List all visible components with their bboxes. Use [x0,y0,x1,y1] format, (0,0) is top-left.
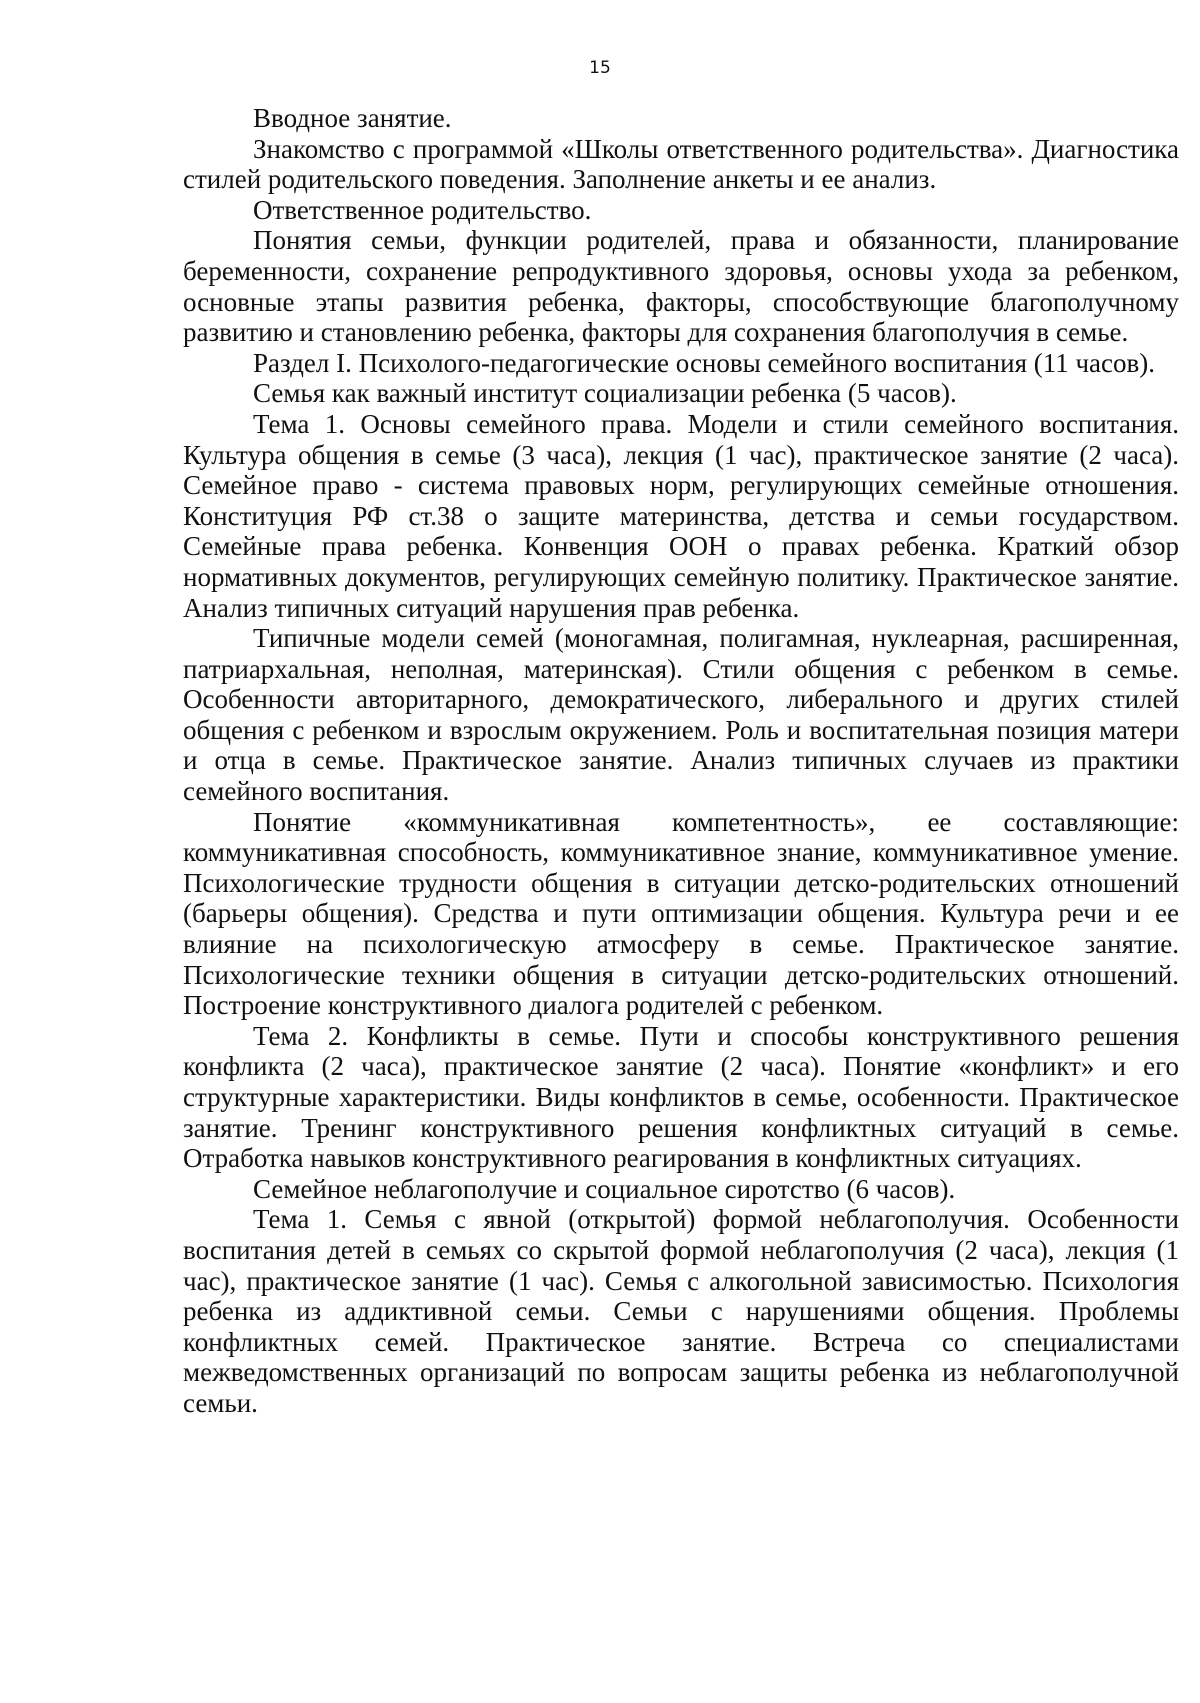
paragraph-responsible-parenting-text: Понятия семьи, функции родителей, права и обязанности, планирование беременности, сохранение репродуктивного здоровья, основы ухода за ребенком, основные этапы развития ребенка, факторы, способствующие благополучному развитию и становлению ребенка, факторы для сохранения благополучия в семье. [183,225,1179,348]
paragraph-family-institution-heading: Семья как важный институт социализации ребенка (5 часов). [253,378,957,409]
paragraph-family-models: Типичные модели семей (моногамная, полигамная, нуклеарная, расширенная, патриархальная, неполная, материнская). Стили общения с ребенком в семье. Особенности авторитарного, демократического, либерального и других стилей общения с ребенком и взрослым окружением. Роль и воспитательная позиция матери и отца в семье. Практическое занятие. Анализ типичных случаев из практики семейного воспитания. [183,623,1179,807]
paragraph-family-dysfunction-heading: Семейное неблагополучие и социальное сиротство (6 часов). [253,1173,956,1204]
paragraph-topic-2-conflicts: Тема 2. Конфликты в семье. Пути и способы конструктивного решения конфликта (2 часа), практическое занятие (2 часа). Понятие «конфликт» и его структурные характеристики. Виды конфликтов в семье, особенности. Практическое занятие. Тренинг конструктивного решения конфликтных ситуаций в семье. Отработка навыков конструктивного реагирования в конфликтных ситуациях. [183,1020,1179,1174]
page-number: 15 [589,58,611,78]
paragraph-communicative-competence: Понятие «коммуникативная компетентность», ее составляющие: коммуникативная способность, коммуникативное знание, коммуникативное умение. Психологические трудности общения в ситуации детско-родительских отношений (барьеры общения). Средства и пути оптимизации общения. Культура речи и ее влияние на психологическую атмосферу в семье. Практическое занятие. Психологические техники общения в ситуации детско-родительских отношений. Построение конструктивного диалога родителей с ребенком. [183,806,1179,1021]
paragraph-intro-text: Знакомство с программой «Школы ответственного родительства». Диагностика стилей родительского поведения. Заполнение анкеты и ее анализ. [183,133,1179,195]
paragraph-section-1-heading: Раздел I. Психолого-педагогические основы семейного воспитания (11 часов). [253,347,1156,378]
paragraph-intro-heading: Вводное занятие. [253,103,452,133]
document-body [183,103,1179,1419]
paragraph-topic-1-dysfunction: Тема 1. Семья с явной (открытой) формой неблагополучия. Особенности воспитания детей в семьях со скрытой формой неблагополучия (2 часа), лекция (1 час), практическое занятие (1 час). Семья с алкогольной зависимостью. Психология ребенка из аддиктивной семьи. Семьи с нарушениями общения. Проблемы конфликтных семей. Практическое занятие. Встреча со специалистами межведомственных организаций по вопросам защиты ребенка из неблагополучной семьи. [183,1204,1179,1418]
paragraph-topic-1: Тема 1. Основы семейного права. Модели и стили семейного воспитания. Культура общения в семье (3 часа), лекция (1 час), практическое занятие (2 часа). Семейное право - система правовых норм, регулирующих семейные отношения. Конституция РФ ст.38 о защите материнства, детства и семьи государством. Семейные права ребенка. Конвенция ООН о правах ребенка. Краткий обзор нормативных документов, регулирующих семейную политику. Практическое занятие. Анализ типичных ситуаций нарушения прав ребенка. [183,408,1179,623]
paragraph-responsible-parenting-heading: Ответственное родительство. [253,194,592,225]
